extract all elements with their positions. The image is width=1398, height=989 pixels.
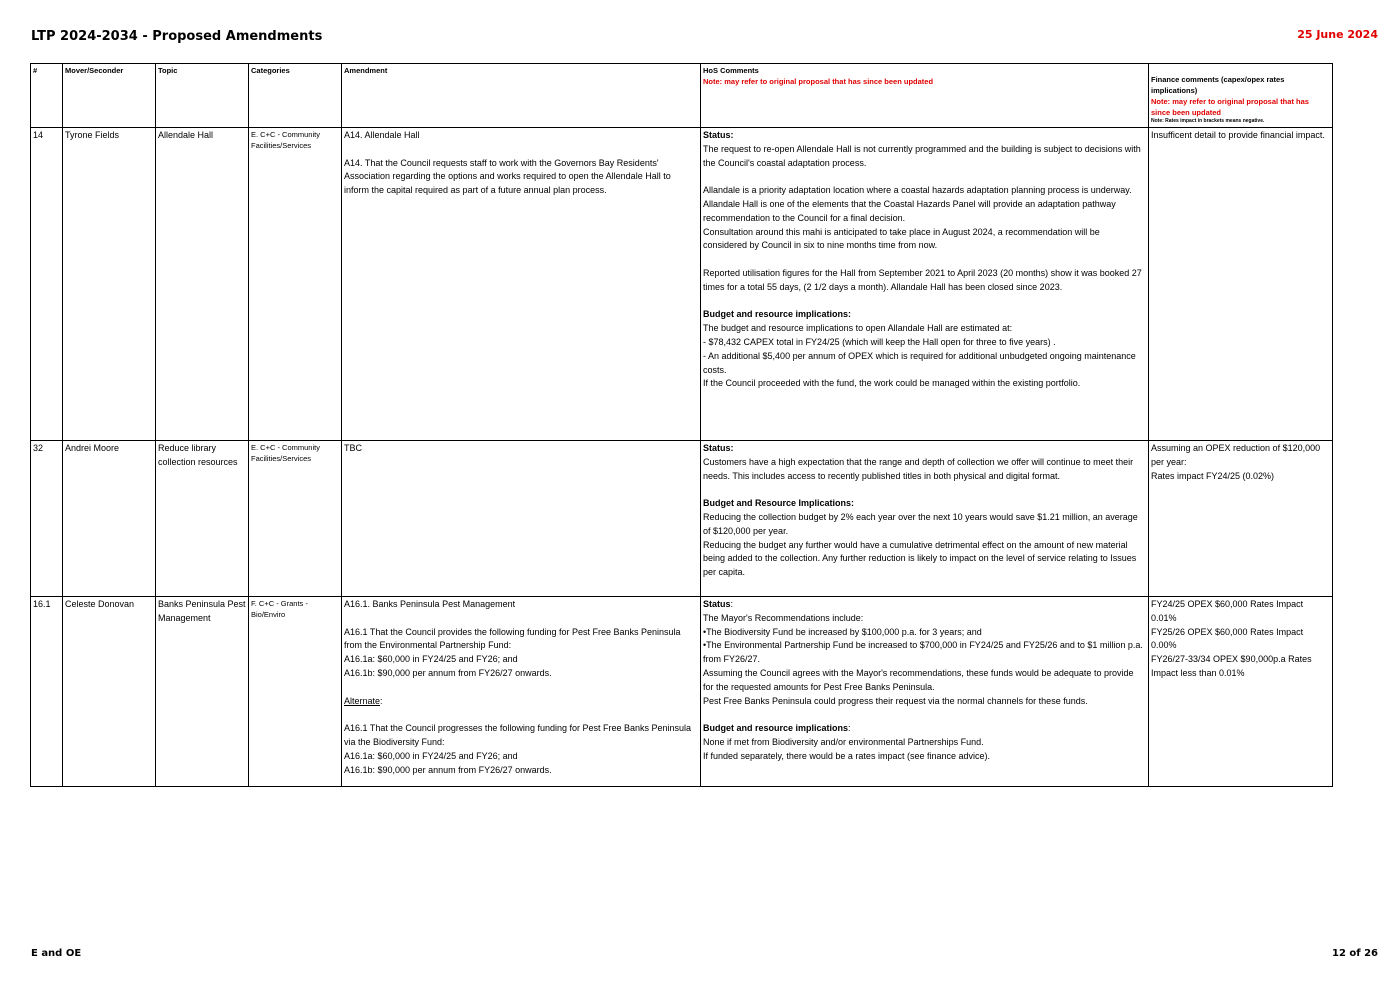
hos-header-label: HoS Comments	[703, 66, 759, 75]
table-row	[31, 597, 1333, 787]
status-label: Status:	[703, 443, 734, 453]
column-header-topic: Topic	[156, 64, 249, 128]
hos-paragraph: Customers have a high expectation that the range and depth of collection we offer will continue to meet their needs. This includes access to recently published titles in both physical and digital format.	[703, 456, 1134, 481]
status-label: Status	[703, 599, 731, 609]
amendment-line: A16.1 That the Council progresses the following funding for Pest Free Banks Peninsula via the Biodiversity Fund:	[344, 723, 692, 747]
finance-line: FY25/26 OPEX $60,000 Rates Impact 0.00%	[1151, 626, 1304, 651]
budget-label: Budget and resource implications:	[703, 309, 852, 320]
amendment-line: A16.1 That the Council provides the following funding for Pest Free Banks Peninsula from the Environmental Partnership Fund:	[344, 626, 681, 651]
row-mover: Andrei Moore	[63, 441, 156, 597]
table-row	[31, 128, 1333, 441]
budget-line: If the Council proceeded with the fund, the work could be managed within the existing portfolio.	[703, 378, 1081, 389]
budget-heading: Budget and resource implications:	[703, 723, 851, 734]
row-amendment	[342, 441, 701, 597]
budget-line: None if met from Biodiversity and/or environmental Partnerships Fund.	[703, 736, 984, 747]
row-hos-comments	[701, 597, 1149, 787]
hos-paragraph: •The Biodiversity Fund be increased by $100,000 p.a. for 3 years; and	[703, 626, 982, 637]
finance-header-tiny-note: Note: Rates impact in brackets means negative.	[1151, 118, 1265, 124]
amendment-title: A16.1. Banks Peninsula Pest Management	[344, 599, 516, 609]
row-mover: Tyrone Fields	[63, 128, 156, 441]
hos-paragraph: Reported utilisation figures for the Hall from September 2021 to April 2023 (20 months) show it was booked 27 times for a total 55 days, (2 1/2 days a month). Allandale Hall has been closed since 2023.	[703, 267, 1142, 292]
amendment-title: A14. Allendale Hall	[344, 130, 420, 140]
row-hos-comments	[701, 128, 1149, 441]
budget-line: Reducing the collection budget by 2% each year over the next 10 years would save $1.21 million, an average of $120,000 per year.	[703, 511, 1138, 536]
row-category: F. C+C - Grants - Bio/Enviro	[249, 597, 342, 787]
budget-label: Budget and resource implications	[703, 723, 849, 734]
row-amendment	[342, 597, 701, 787]
hos-paragraph: Consultation around this mahi is anticipated to take place in August 2024, a recommendation will be considered by Council in six to nine months time from now.	[703, 226, 1100, 251]
row-hos-comments	[701, 441, 1149, 597]
row-num: 32	[31, 441, 63, 597]
finance-header-note: Note: may refer to original proposal that has since been updated	[1151, 97, 1309, 117]
hos-paragraph: •The Environmental Partnership Fund be increased to $700,000 in FY24/25 and FY25/26 and to $1 million p.a. from FY26/27.	[703, 640, 1143, 665]
row-num: 16.1	[31, 597, 63, 787]
finance-line: Rates impact FY24/25 (0.02%)	[1151, 470, 1275, 481]
status-heading: Status:	[703, 599, 734, 609]
row-finance-comments	[1149, 597, 1333, 787]
amendment-title: TBC	[344, 443, 362, 453]
amendment-line: A16.1a: $60,000 in FY24/25 and FY26; and	[344, 654, 518, 665]
table-header-row	[31, 64, 1333, 128]
alternate-heading: Alternate:	[344, 695, 383, 706]
amendment-line: A16.1a: $60,000 in FY24/25 and FY26; and	[344, 750, 518, 761]
hos-header-note: Note: may refer to original proposal that has since been updated	[703, 77, 934, 86]
footer-disclaimer: E and OE	[31, 948, 82, 959]
column-header-num: #	[31, 64, 63, 128]
finance-line: FY24/25 OPEX $60,000 Rates Impact 0.01%	[1151, 599, 1304, 623]
row-topic: Allendale Hall	[156, 128, 249, 441]
row-finance-comments	[1149, 441, 1333, 597]
row-category: E. C+C - Community Facilities/Services	[249, 128, 342, 441]
column-header-finance	[1149, 64, 1333, 128]
alternate-label: Alternate	[344, 695, 381, 706]
hos-paragraph: The request to re-open Allendale Hall is not currently programmed and the building is subject to decisions with the Council's coastal adaptation process.	[703, 143, 1141, 168]
budget-line: Reducing the budget any further would have a cumulative detrimental effect on the amount of new material being added to the collection. Any further reduction is likely to impact on the level of service relating to Issues per capita.	[703, 539, 1137, 578]
amendments-table	[30, 63, 1333, 787]
budget-line: The budget and resource implications to open Allandale Hall are estimated at:	[703, 323, 1013, 334]
budget-line: If funded separately, there would be a rates impact (see finance advice).	[703, 750, 990, 761]
row-finance-comments	[1149, 128, 1333, 441]
amendment-body: A14. That the Council requests staff to work with the Governors Bay Residents' Association regarding the options and works required to open the Allendale Hall to inform the capital required as part of a future annual plan process.	[344, 157, 671, 196]
document-title: LTP 2024-2034 - Proposed Amendments	[31, 29, 323, 44]
status-label: Status:	[703, 130, 734, 140]
page-number: 12 of 26	[1331, 948, 1378, 959]
column-header-mover: Mover/Seconder	[63, 64, 156, 128]
hos-paragraph: Allandale is a priority adaptation location where a coastal hazards adaptation planning process is underway. Allandale Hall is one of the elements that the Coastal Hazards Panel will provide an adaptation pathway recommendation to the Council for a final decision.	[703, 185, 1132, 223]
budget-line: - An additional $5,400 per annum of OPEX which is required for additional unbudgeted ongoing maintenance costs.	[703, 350, 1136, 375]
row-mover: Celeste Donovan	[63, 597, 156, 787]
hos-paragraph: Assuming the Council agrees with the Mayor's recommendations, these funds would be adequate to provide for the requested amounts for Pest Free Banks Peninsula.	[703, 667, 1134, 692]
column-header-hos	[701, 64, 1149, 128]
finance-header-label: Finance comments (capex/opex rates implications)	[1151, 75, 1285, 95]
budget-label: Budget and Resource Implications:	[703, 498, 855, 509]
row-topic: Banks Peninsula Pest Management	[156, 597, 249, 787]
table-row	[31, 441, 1333, 597]
finance-line: Assuming an OPEX reduction of $120,000 per year:	[1151, 443, 1321, 467]
finance-line: Insufficent detail to provide financial impact.	[1151, 130, 1325, 140]
row-topic: Reduce library collection resources	[156, 441, 249, 597]
row-amendment	[342, 128, 701, 441]
column-header-categories: Categories	[249, 64, 342, 128]
hos-paragraph: Pest Free Banks Peninsula could progress their request via the normal channels for these funds.	[703, 695, 1088, 706]
row-num: 14	[31, 128, 63, 441]
budget-line: - $78,432 CAPEX total in FY24/25 (which will keep the Hall open for three to five years) .	[703, 336, 1056, 347]
document-date: 25 June 2024	[1297, 28, 1378, 41]
amendment-line: A16.1b: $90,000 per annum from FY26/27 onwards.	[344, 764, 552, 775]
amendment-line: A16.1b: $90,000 per annum from FY26/27 onwards.	[344, 667, 552, 678]
row-category: E. C+C - Community Facilities/Services	[249, 441, 342, 597]
hos-paragraph: The Mayor's Recommendations include:	[703, 612, 864, 623]
finance-line: FY26/27-33/34 OPEX $90,000p.a Rates Impact less than 0.01%	[1151, 654, 1312, 678]
column-header-amendment: Amendment	[342, 64, 701, 128]
